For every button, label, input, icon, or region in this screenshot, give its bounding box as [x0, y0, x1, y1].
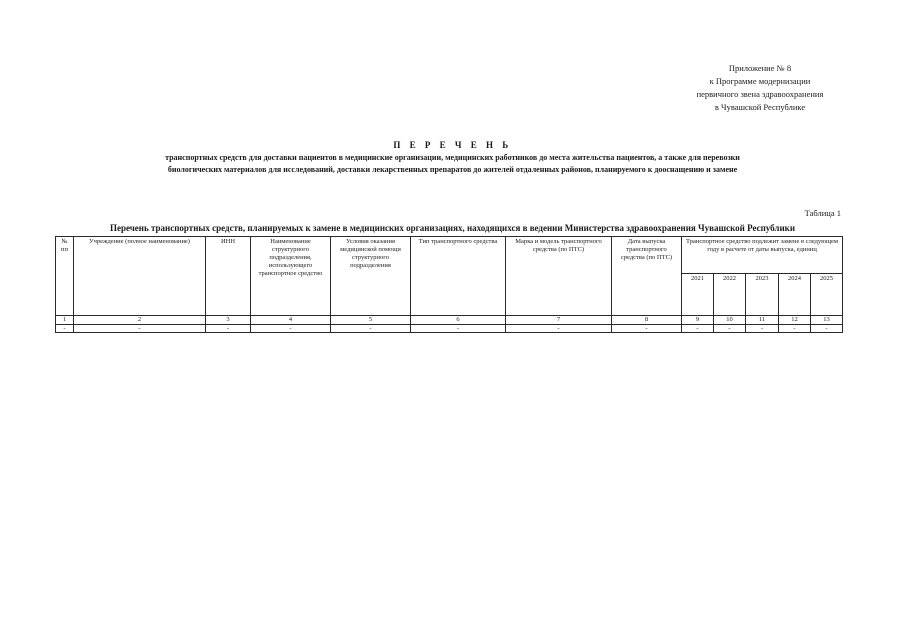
column-number: 9 — [682, 316, 714, 325]
table-row — [56, 325, 843, 333]
header-care-conditions: Условия оказания медицинской помощи структурного подразделения — [331, 237, 411, 316]
header-inn: ИНН — [206, 237, 251, 316]
table-number: Таблица 1 — [804, 208, 841, 218]
column-number: 8 — [612, 316, 682, 325]
table-cell: - — [714, 325, 746, 333]
column-number: 4 — [251, 316, 331, 325]
header-make-model: Марка и модель транспортного средства (по ПТС) — [506, 237, 612, 316]
header-year-2022: 2022 — [714, 274, 746, 316]
table-cell: - — [682, 325, 714, 333]
appendix-block — [650, 62, 870, 114]
header-replacement: Транспортное средство подлежит замене в следующем году в расчете от даты выпуска, единиц — [682, 237, 843, 274]
table-cell: - — [251, 325, 331, 333]
table-cell: - — [811, 325, 843, 333]
column-number: 2 — [74, 316, 206, 325]
appendix-line-1: Приложение № 8 — [728, 63, 792, 73]
document-subtitle — [60, 152, 845, 176]
column-number: 1 — [56, 316, 74, 325]
table-cell: - — [506, 325, 612, 333]
header-release-date: Дата выпуска транспортного средства (по ПТС) — [612, 237, 682, 316]
header-subdivision: Наименование структурного подразделения, использующего транспортное средство — [251, 237, 331, 316]
column-number: 6 — [411, 316, 506, 325]
header-year-2021: 2021 — [682, 274, 714, 316]
appendix-line-2: к Программе модернизации — [709, 76, 811, 86]
appendix-line-4: в Чувашской Республике — [714, 102, 806, 112]
table-caption: Перечень транспортных средств, планируемых к замене в медицинских организациях, находящихся в ведении Министерства здравоохранения Чувашской Республики — [109, 223, 796, 233]
subtitle-line-1: транспортных средств для доставки пациентов в медицинские организации, медицинских работников до места жительства пациентов, а также для перевозки — [165, 153, 740, 162]
table-cell: - — [746, 325, 779, 333]
table-cell: - — [612, 325, 682, 333]
header-year-2024: 2024 — [779, 274, 811, 316]
table-cell: - — [331, 325, 411, 333]
table-cell: - — [411, 325, 506, 333]
column-number-row — [56, 316, 843, 325]
document-title: П Е Р Е Ч Е Н Ь — [393, 140, 512, 150]
subtitle-line-2: биологических материалов для исследований, доставки лекарственных препаратов до жителей отдаленных районов, планируемого к дооснащению и замене — [167, 165, 738, 174]
column-number: 13 — [811, 316, 843, 325]
column-number: 5 — [331, 316, 411, 325]
table-cell: - — [56, 325, 74, 333]
column-number: 10 — [714, 316, 746, 325]
column-number: 11 — [746, 316, 779, 325]
header-number: № пп — [56, 237, 74, 316]
vehicles-table — [55, 236, 843, 333]
header-vehicle-type: Тип транспортного средства — [411, 237, 506, 316]
header-institution: Учреждение (полное наименование) — [74, 237, 206, 316]
table-cell: - — [206, 325, 251, 333]
table-cell: - — [779, 325, 811, 333]
header-year-2025: 2025 — [811, 274, 843, 316]
column-number: 12 — [779, 316, 811, 325]
column-number: 7 — [506, 316, 612, 325]
column-number: 3 — [206, 316, 251, 325]
table-cell: - — [74, 325, 206, 333]
appendix-line-3: первичного звена здравоохранения — [696, 89, 824, 99]
header-year-2023: 2023 — [746, 274, 779, 316]
